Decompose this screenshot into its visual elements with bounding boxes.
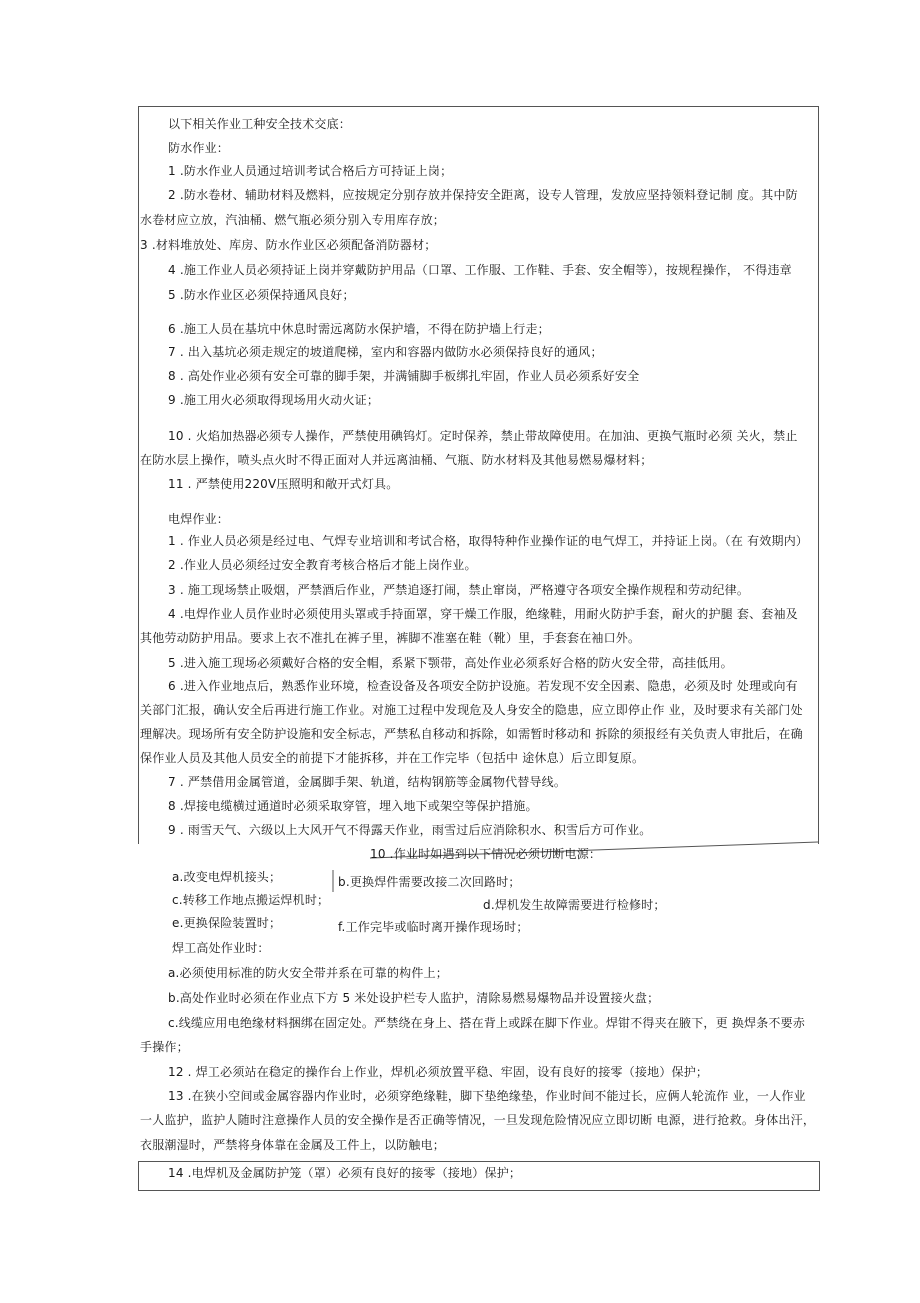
text-line: 9 . 雨雪天气、六级以上大风开气不得露天作业，雨雪过后应消除积水、积雪后方可作业。 — [168, 823, 652, 837]
text-line: 2 .作业人员必须经过安全教育考核合格后才能上岗作业。 — [168, 558, 477, 572]
text-line: 2 .防水卷材、辅助材料及燃料，应按规定分别存放并保持安全距离，设专人管理，发放应坚持领料登记制 度。其中防 — [168, 188, 798, 202]
text-line: 4 .电焊作业人员作业时必须使用头罩或手持面罩，穿干燥工作服，绝缘鞋，用耐火防护手套，耐火的护腿 套、套袖及 — [168, 607, 798, 621]
text-line: 一人监护，监护人随时注意操作人员的安全操作是否正确等情况，一旦发现危险情况应立即切断 电源，进行抢救。身体出汗， — [140, 1113, 816, 1127]
list-item: c.转移工作地点搬运焊机时； — [172, 893, 330, 907]
text-line: 5 .进入施工现场必须戴好合格的安全帽，系紧下颚带，高处作业必须系好合格的防火安全带，高挂低用。 — [168, 656, 733, 670]
text-line: 3 . 施工现场禁止吸烟，严禁酒后作业，严禁追逐打闹，禁止窜岗，严格遵守各项安全操作规程和劳动纪律。 — [168, 583, 750, 597]
text-line: 理解决。现场所有安全防护设施和安全标志，严禁私自移动和拆除，如需暂时移动和 拆除的须报经有关负责人审批后，在确 — [140, 727, 803, 741]
text-line: 7 . 严禁借用金属管道，金属脚手架、轨道，结构钢筋等金属物代替导线。 — [168, 775, 567, 789]
text-line: 6 .施工人员在基坑中休息时需远离防水保护墙，不得在防护墙上行走； — [168, 322, 550, 336]
text-line: 7 . 出入基坑必须走规定的坡道爬梯，室内和容器内做防水必须保持良好的通风； — [168, 345, 603, 359]
text-line: 在防水层上操作，喷头点火时不得正面对人并远离油桶、气瓶、防水材料及其他易燃易爆材料； — [140, 453, 653, 467]
text-line: 6 .进入作业地点后，熟悉作业环境，检查设备及各项安全防护设施。若发现不安全因素、隐患，必须及时 处理或向有 — [168, 679, 798, 693]
text-line: 11 . 严禁使用220V压照明和敞开式灯具。 — [168, 477, 399, 491]
text-line: 关部门汇报，确认安全后再进行施工作业。对施工过程中发现危及人身安全的隐患，应立即停止作 业，及时要求有关部门处 — [140, 703, 803, 717]
text-line: 13 .在狭小空间或金属容器内作业时，必须穿绝缘鞋，脚下垫绝缘垫，作业时间不能过长，应俩人轮流作 业，一人作业 — [168, 1089, 806, 1103]
text-line: b.高处作业时必须在作业点下方 5 米处设护栏专人监护，清除易燃易爆物品并设置接火盘； — [168, 991, 660, 1005]
text-line: 1 . 作业人员必须是经过电、气焊专业培训和考试合格，取得特种作业操作证的电气焊工，并持证上岗。（在 有效期内） — [168, 534, 809, 548]
section-title-welding: 电焊作业： — [168, 512, 230, 526]
text-line: 12 . 焊工必须站在稳定的操作台上作业，焊机必须放置平稳、牢固，设有良好的接零（接地）保护； — [168, 1065, 709, 1079]
section-title-waterproofing: 防水作业： — [168, 141, 230, 155]
text-line: 1 .防水作业人员通过培训考试合格后方可持证上岗； — [168, 164, 453, 178]
text-line: 14 .电焊机及金属防护笼（罩）必须有良好的接零（接地）保护； — [168, 1166, 522, 1180]
text-line: 其他劳动防护用品。要求上衣不准扎在裤子里，裤脚不准塞在鞋（靴）里，手套套在袖口外。 — [140, 631, 641, 645]
text-line: a.必须使用标准的防火安全带并系在可靠的构件上； — [168, 966, 448, 980]
list-item: b.更换焊件需要改接二次回路时； — [338, 875, 521, 889]
text-line: 10 .作业时如遇到以下情况必须切断电源： — [370, 847, 602, 861]
text-line: 5 .防水作业区必须保持通风良好； — [168, 288, 355, 302]
list-item: a.改变电焊机接头； — [172, 870, 282, 884]
text-line: 8 .焊接电缆横过通道时必须采取穿管，埋入地下或架空等保护措施。 — [168, 799, 538, 813]
text-line: 水卷材应立放，汽油桶、燃气瓶必须分别入专用库存放； — [140, 213, 446, 227]
list-item: f.工作完毕或临时离开操作现场时； — [338, 920, 529, 934]
text-line: c.线缆应用电绝缘材料捆绑在固定处。严禁绕在身上、搭在背上或踩在脚下作业。焊钳不得夹在腋下，更 换焊条不要赤 — [168, 1016, 806, 1030]
section-title-welding-high: 焊工高处作业时： — [172, 941, 270, 955]
text-line: 3 .材料堆放处、库房、防水作业区必须配备消防器材； — [140, 238, 437, 252]
text-line: 10 . 火焰加热器必须专人操作，严禁使用碘钨灯。定时保养，禁止带故障使用。在加油、更换气瓶时必须 关火，禁止 — [168, 429, 798, 443]
list-item: d.焊机发生故障需要进行检修时； — [483, 898, 666, 912]
text-line: 4 .施工作业人员必须持证上岗并穿戴防护用品（口罩、工作服、工作鞋、手套、安全帽等），按规程操作， 不得违章 — [168, 263, 792, 277]
text-line: 保作业人员及其他人员安全的前提下才能拆移，并在工作完毕（包括中 途休息）后立即复原。 — [140, 751, 645, 765]
text-line: 以下相关作业工种安全技术交底： — [168, 117, 352, 131]
text-line: 8 . 高处作业必须有安全可靠的脚手架，并满铺脚手板绑扎牢固，作业人员必须系好安全 — [168, 369, 640, 383]
text-line: 9 .施工用火必须取得现场用火动火证； — [168, 393, 380, 407]
text-line: 衣服潮湿时，严禁将身体靠在金属及工件上，以防触电； — [140, 1138, 446, 1152]
text-line: 手操作； — [140, 1040, 189, 1054]
list-item: e.更换保险装置时； — [172, 916, 282, 930]
